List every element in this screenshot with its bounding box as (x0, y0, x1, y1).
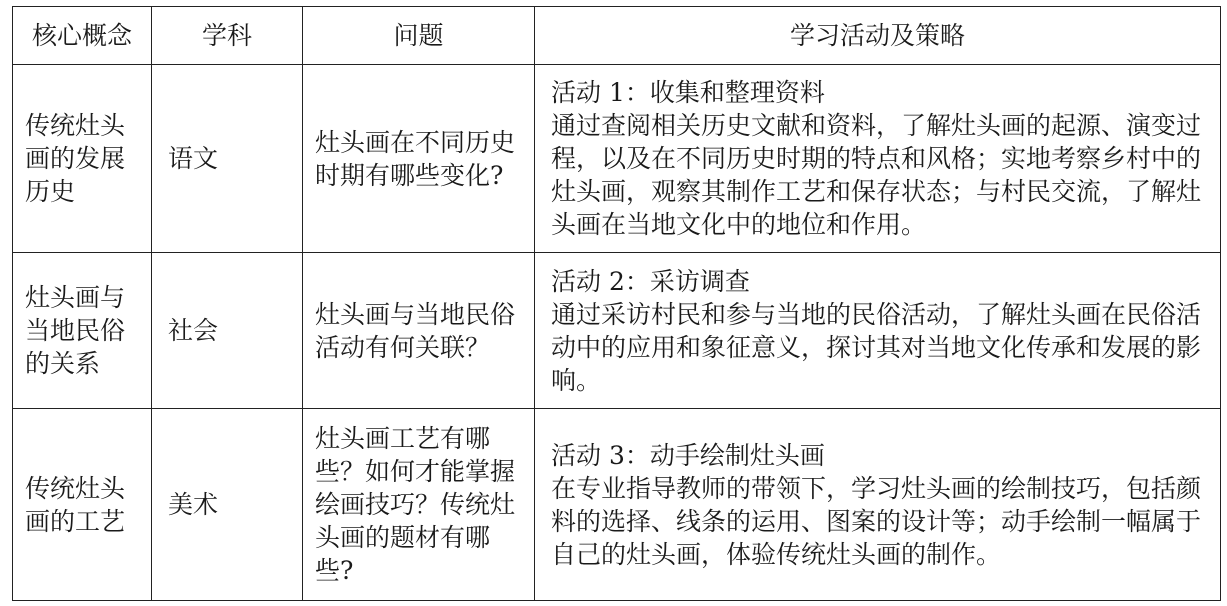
activity-title: 活动 2：采访调查 (551, 266, 750, 296)
concept-cell (13, 253, 152, 409)
concept-text: 传统灶头画的工艺 (25, 473, 126, 536)
header-subject: 学科 (152, 7, 303, 65)
subject-text: 语文 (168, 144, 219, 173)
question-cell (303, 253, 535, 409)
subject-text: 社会 (168, 316, 219, 345)
learning-activity-table (12, 6, 1221, 601)
concept-cell (13, 409, 152, 601)
table-header-row (13, 7, 1221, 65)
concept-text: 传统灶头画的发展历史 (25, 111, 126, 206)
subject-cell (152, 65, 303, 253)
subject-cell (152, 409, 303, 601)
header-core-concept: 核心概念 (13, 7, 152, 65)
activity-cell (535, 409, 1221, 601)
activity-description: 通过查阅相关历史文献和资料，了解灶头画的起源、演变过程，以及在不同历史时期的特点和风格；实地考察乡村中的灶头画，观察其制作工艺和保存状态；与村民交流，了解灶头画在当地文化中的地位和作用。 (551, 111, 1202, 239)
question-cell (303, 65, 535, 253)
question-text: 灶头画在不同历史时期有哪些变化? (315, 127, 516, 190)
concept-text: 灶头画与当地民俗的关系 (25, 283, 126, 378)
concept-cell (13, 65, 152, 253)
question-text: 灶头画与当地民俗活动有何关联？ (315, 299, 516, 362)
table-row (13, 409, 1221, 601)
question-cell (303, 409, 535, 601)
header-activity-strategy: 学习活动及策略 (535, 7, 1221, 65)
activity-description: 在专业指导教师的带领下，学习灶头画的绘制技巧，包括颜料的选择、线条的运用、图案的设计等；动手绘制一幅属于自己的灶头画，体验传统灶头画的制作。 (551, 473, 1202, 569)
table-row (13, 65, 1221, 253)
activity-description: 通过采访村民和参与当地的民俗活动，了解灶头画在民俗活动中的应用和象征意义，探讨其对当地文化传承和发展的影响。 (551, 299, 1202, 395)
subject-text: 美术 (168, 490, 219, 519)
activity-cell (535, 253, 1221, 409)
activity-cell (535, 65, 1221, 253)
table-row (13, 253, 1221, 409)
question-text: 灶头画工艺有哪些？如何才能掌握绘画技巧？传统灶头画的题材有哪些? (315, 424, 516, 585)
activity-title: 活动 3：动手绘制灶头画 (551, 440, 825, 470)
activity-title: 活动 1：收集和整理资料 (551, 78, 825, 107)
header-question: 问题 (303, 7, 535, 65)
subject-cell (152, 253, 303, 409)
